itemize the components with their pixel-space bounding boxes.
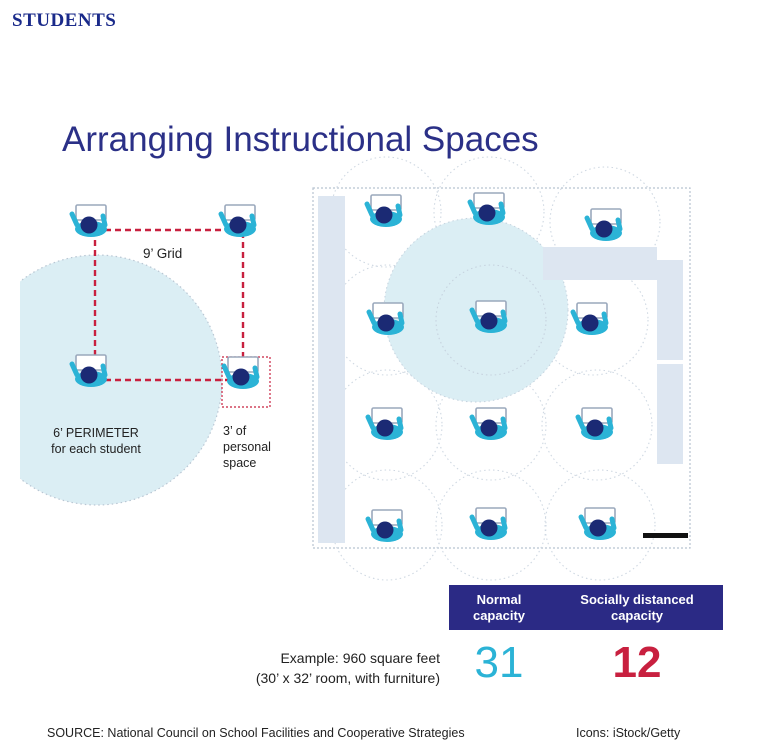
page-title: Arranging Instructional Spaces [62,120,539,159]
normal-header-line1: Normal [476,592,522,607]
distanced-header-line2: capacity [610,608,664,623]
distanced-header-line1: Socially distanced [580,592,694,607]
furniture-left-counter [318,196,345,543]
perimeter-label-line1: 6’ PERIMETER [53,426,139,440]
source-note: SOURCE: National Council on School Facilities and Cooperative Strategies [47,726,465,740]
scale-bar [643,533,688,538]
distanced-capacity-header [551,592,723,624]
furniture-table [543,247,657,280]
distanced-capacity-value: 12 [612,638,662,687]
normal-capacity-value: 31 [474,638,524,687]
example-text [200,648,440,688]
section-label: STUDENTS [12,10,117,31]
personal-label-line1: 3’ of [223,424,247,438]
personal-label-line3: space [223,456,257,470]
furniture-right-top [657,260,683,360]
personal-label-line2: personal [223,440,271,454]
icon-credit: Icons: iStock/Getty [576,726,681,740]
example-line2: (30’ x 32’ room, with furniture) [255,670,440,686]
grid-label: 9’ Grid [143,246,183,261]
floor-plan [313,157,690,580]
furniture-right-bottom [657,364,683,464]
example-line1: Example: 960 square feet [280,650,440,666]
personal-space-label [223,423,271,471]
normal-header-line2: capacity [472,608,526,623]
perimeter-label-line2: for each student [51,442,141,456]
capacity-header [449,585,723,630]
perimeter-label [40,425,152,457]
normal-capacity-header [449,592,549,624]
